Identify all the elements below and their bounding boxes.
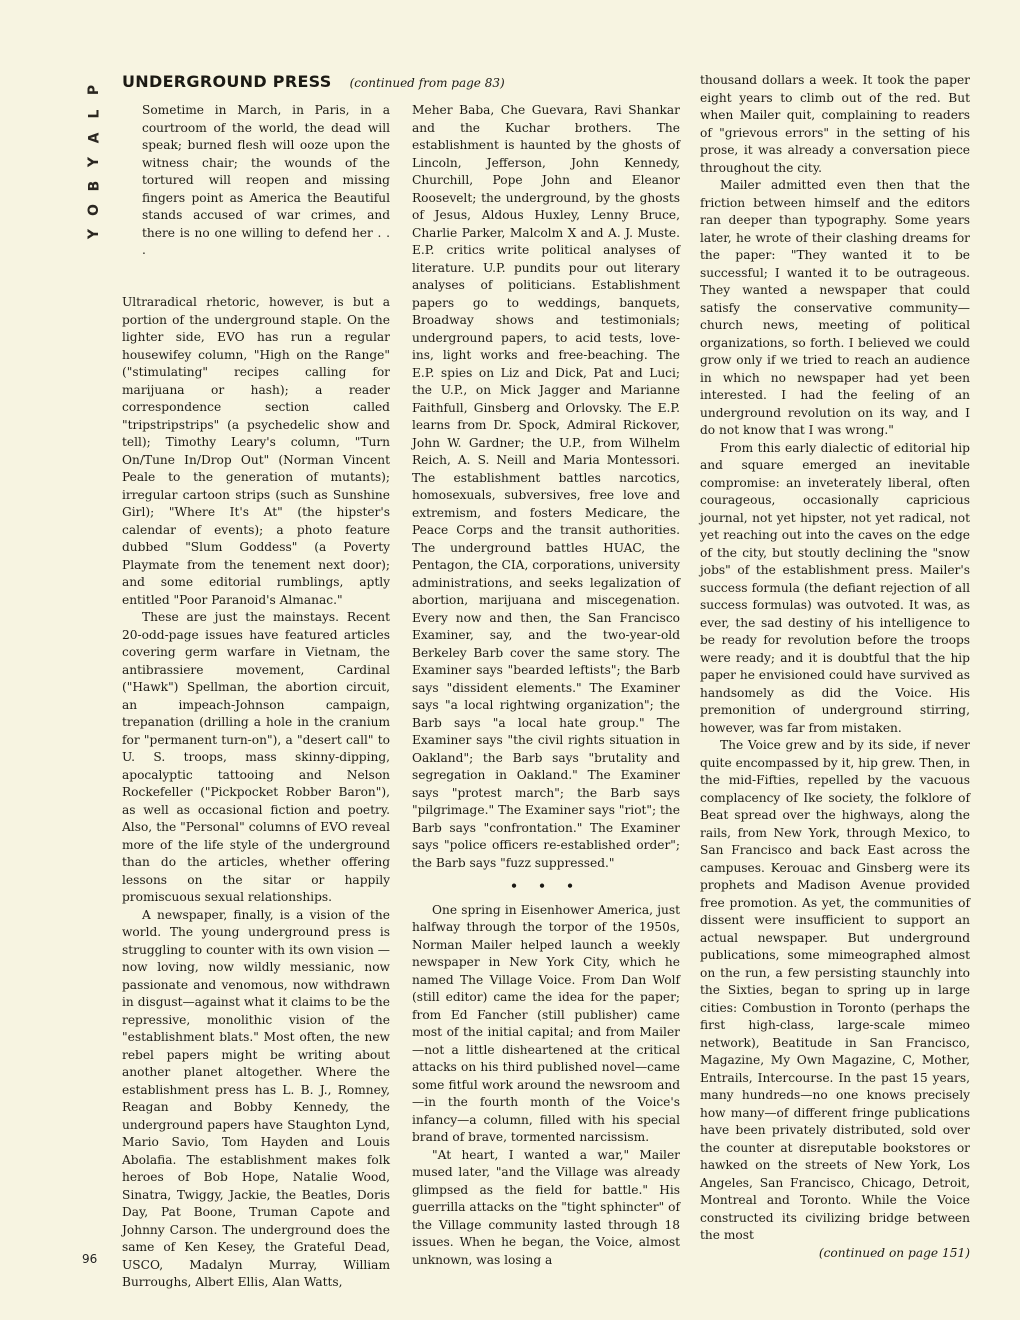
paragraph: A newspaper, finally, is a vision of the world. The young underground press is struggling to counter with its own vision —now loving, now wildly messianic, now passionate and venomous, now withdrawn in disgust—against what it claims to be the repressive, monolithic vision of the "establishment blats." Most often, the new rebel papers might be writing about another planet altogether. Where the establishment press has L. B. J., Romney, Reagan and Bobby Kennedy, the underground papers have Staughton Lynd, Mario Savio, Tom Hayden and Louis Abolafia. The establishment makes folk heroes of Bob Hope, Natalie Wood, Sinatra, Twiggy, Jackie, the Beatles, Doris Day, Pat Boone, Truman Capote and Johnny Carson. The underground does the same of Ken Kesey, the Grateful Dead, USCO, Madalyn Murray, William Burroughs, Albert Ellis, Alan Watts, [122, 907, 390, 1289]
column-1 [122, 294, 390, 1292]
column-3 [700, 72, 970, 1262]
paragraph: These are just the mainstays. Recent 20-odd-page issues have featured articles covering germ warfare in Vietnam, the antibrassiere movement, Cardinal ("Hawk") Spellman, the abortion circuit, an impeach-Johnson campaign, trepanation (drilling a hole in the cranium for "permanent turn-on"), a "desert call" to U. S. troops, mass skinny-dipping, apocalyptic tattooing and Nelson Rockefeller ("Pickpocket Robber Baron"), as well as occasional fiction and poetry. Also, the "Personal" columns of EVO reveal more of the life style of the underground than do the articles, whether offering lessons on the sitar or happily promiscuous sexual relationships. [122, 610, 390, 904]
article-title: UNDERGROUND PRESS [122, 72, 332, 91]
epigraph-paragraph: Sometime in March, in Paris, in a courtroom of the world, the dead will speak; burned flesh will ooze upon the witness chair; the wounds of the tortured will reopen and missing fingers point as America the Beautiful stands accused of war crimes, and there is no one willing to defend her . . . [142, 103, 390, 257]
page-number: 96 [82, 1252, 98, 1266]
paragraph: Meher Baba, Che Guevara, Ravi Shankar and the Kuchar brothers. The establishment is haunted by the ghosts of Lincoln, Jefferson, John Kennedy, Churchill, Pope John and Eleanor Roosevelt; the underground, by the ghosts of Jesus, Aldous Huxley, Lenny Bruce, Charlie Parker, Malcolm X and A. J. Muste. E.P. critics write political analyses of literature. U.P. pundits pour out literary analyses of politicians. Establishment papers go to weddings, banquets, Broadway shows and testimonials; underground papers, to acid tests, love-ins, light works and free-beaching. The E.P. spies on Liz and Dick, Pat and Luci; the U.P., on Mick Jagger and Marianne Faithfull, Ginsberg and Orlovsky. The E.P. learns from Dr. Spock, Admiral Rickover, John W. Gardner; the U.P., from Wilhelm Reich, A. S. Neill and Maria Montessori. The establishment battles narcotics, homosexuals, subversives, free love and extremism, and fosters Medicare, the Peace Corps and the transit authorities. The underground battles HUAC, the Pentagon, the CIA, corporations, university administrations, and seeks legalization of abortion, marijuana and miscegenation. Every now and then, the San Francisco Examiner, say, and the two-year-old Berkeley Barb cover the same story. The Examiner says "bearded leftists"; the Barb says "dissident elements." The Examiner says "a local rightwing organization"; the Barb says "a local hate group." The Examiner says "the civil rights situation in Oakland"; the Barb says "brutality and segregation in Oakland." The Examiner says "protest march"; the Barb says "pilgrimage." The Examiner says "riot"; the Barb says "confrontation." The Examiner says "police officers re-established order"; the Barb says "fuzz suppressed." [412, 103, 680, 870]
paragraph: Mailer admitted even then that the friction between himself and the editors ran deeper than typography. Some years later, he wrote of their clashing dreams for the paper: "They wanted it to be successful; I wanted it to be outrageous. They wanted a newspaper that could satisfy the conservative community—church news, meeting of political organizations, so forth. I believed we could grow only if we tried to reach an audience in which no newspaper had yet been interested. I had the feeling of an underground revolution on its way, and I do not know that I was wrong." [700, 178, 970, 437]
article-header [122, 72, 505, 96]
column-1-epigraph [142, 102, 390, 260]
column-2 [412, 102, 680, 1269]
continued-on-note: (continued on page 151) [818, 1245, 970, 1260]
paragraph: "At heart, I wanted a war," Mailer mused later, "and the Village was already glimpsed as the field for battle." His guerrilla attacks on the "tight sphincter" of the Village community lasted through 18 issues. When he began, the Voice, almost unknown, was losing a [412, 1147, 680, 1267]
paragraph: The Voice grew and by its side, if never quite encompassed by it, hip grew. Then, in the mid-Fifties, repelled by the vacuous complacency of Ike society, the folklore of Beat spread over the highways, along the rails, from New York, through Mexico, to San Francisco and back East across the campuses. Kerouac and Ginsberg were its prophets and Madison Avenue provided free promotion. As yet, the communities of dissent were insufficient to support an actual newspaper. But underground publications, some mimeographed almost on the run, a few persisting staunchly into the Sixties, began to spring up in large cities: Combustion in Toronto (perhaps the first high-class, large-scale mimeo network), Beatitude in San Francisco, Magazine, My Own Magazine, C, Mother, Entrails, Intercourse. In the past 15 years, many hundreds—no one knows precisely how many—of different fringe publications have been privately distributed, sold over the counter at disreputable bookstores or hawked on the streets of New York, Los Angeles, San Francisco, Chicago, Detroit, Montreal and Toronto. While the Voice constructed its civilizing bridge between the most [700, 738, 970, 1242]
continued-from-note: (continued from page 83) [349, 76, 505, 90]
paragraph: Ultraradical rhetoric, however, is but a portion of the underground staple. On the lighter side, EVO has run a regular housewifey column, "High on the Range" ("stimulating" recipes calling for marijuana or hash); a reader correspondence section called "tripstripstrips" (a psychedelic show and tell); Timothy Leary's column, "Turn On/Tune In/Drop Out" (Norman Vincent Peale to the generation of mutants); irregular cartoon strips (such as Sunshine Girl); "Where It's At" (the hipster's calendar of events); a photo feature dubbed "Slum Goddess" (a Poverty Playmate from the tenement next door); and some editorial rumblings, aptly entitled "Poor Paranoid's Almanac." [122, 295, 390, 607]
section-separator: • • • [510, 879, 582, 893]
paragraph: One spring in Eisenhower America, just halfway through the torpor of the 1950s, Norman Mailer helped launch a weekly newspaper in New York City, which he named The Village Voice. From Dan Wolf (still editor) came the idea for the paper; from Ed Fancher (still publisher) came most of the initial capital; and from Mailer—not a little disheartened at the critical attacks on his third published novel—came some fitful work around the newsroom and—in the fourth month of the Voice's infancy—a column, filled with his special brand of brave, tormented narcissism. [412, 902, 680, 1144]
paragraph: From this early dialectic of editorial hip and square emerged an inevitable compromise: an inveterately liberal, often courageous, occasionally capricious journal, not yet hipster, not yet radical, not yet reaching out into the caves on the edge of the city, but stoutly declining the "snow jobs" of the establishment press. Mailer's success formula (the defiant rejection of all success formulas) was outvoted. It was, as ever, the sad destiny of his intelligence to be ready for revolution before the troops were ready; and it is doubtful that the hip paper he envisioned could have survived as handsomely as did the Voice. His premonition of underground stirring, however, was far from mistaken. [700, 440, 970, 735]
paragraph: thousand dollars a week. It took the paper eight years to climb out of the red. But when Mailer quit, complaining to readers of "grievous errors" in the setting of his prose, it was already a conversation piece throughout the city. [700, 73, 970, 175]
magazine-side-logo: P L A Y B O Y [85, 84, 102, 240]
